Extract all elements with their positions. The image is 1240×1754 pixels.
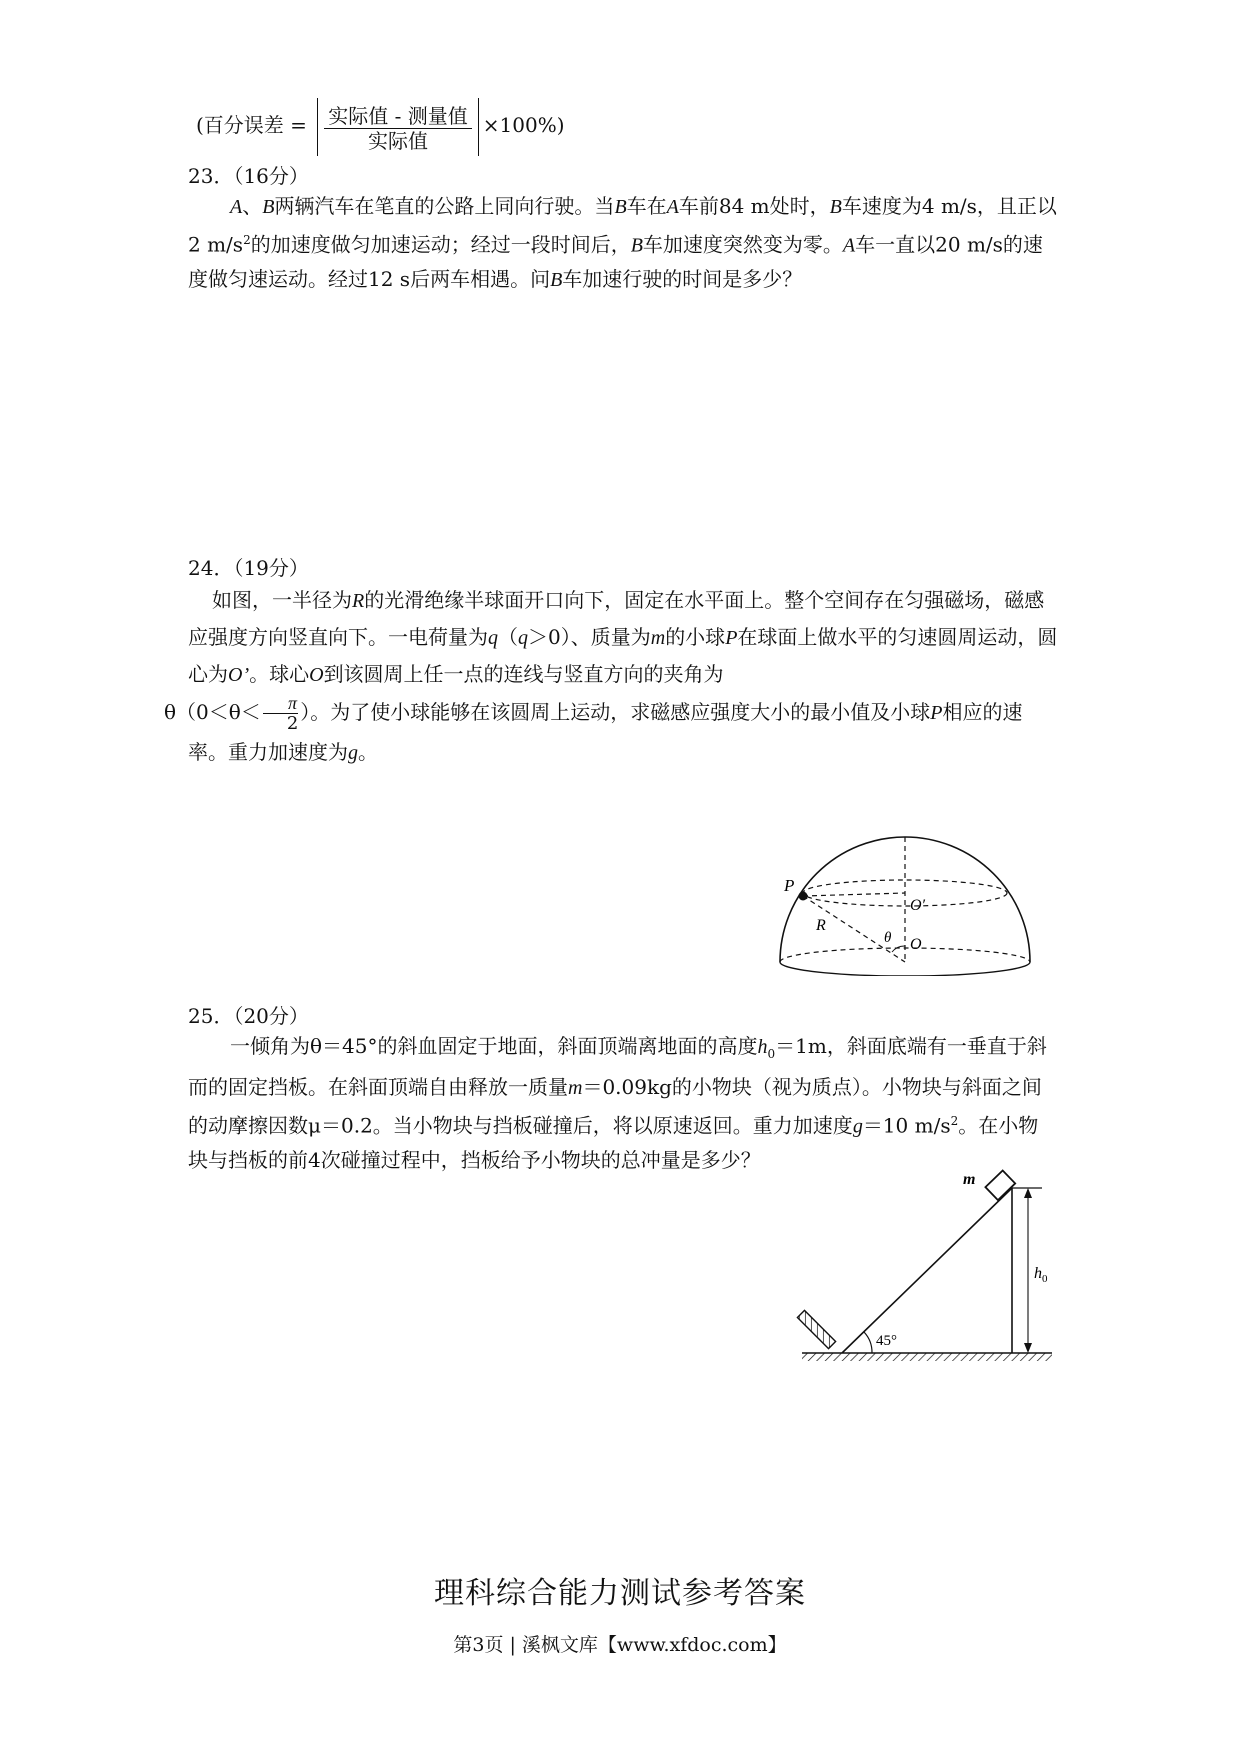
q23-body: [188, 190, 1058, 297]
pi-over-two: [263, 693, 298, 734]
text: 车速度为4 m/s，且正以2 m/s: [188, 194, 1057, 257]
formula-prefix: (百分误差: [196, 113, 291, 137]
height-arrow-top: [1024, 1188, 1032, 1198]
label-m: m: [963, 1171, 976, 1188]
label-h-main: h: [1034, 1265, 1042, 1282]
text: 车加速行驶的时间是多少？: [562, 266, 803, 291]
var-a: A: [230, 196, 243, 218]
answer-title: 理科综合能力测试参考答案: [434, 1576, 806, 1611]
percent-error-formula: [196, 96, 565, 156]
page-footer: 第3页 | 溪枫文库【www.xfdoc.com】: [453, 1634, 787, 1656]
var-r: R: [352, 590, 365, 612]
label-h: [1034, 1265, 1048, 1285]
barrier-plate: [797, 1310, 835, 1348]
var-g: g: [852, 1115, 863, 1138]
absolute-value-bars: [317, 98, 478, 156]
text: 。在小物块与挡板的前4次碰撞过程中，挡板给予小物块的总冲量是多少？: [188, 1113, 1039, 1172]
var-m: m: [650, 627, 666, 649]
label-r: R: [816, 917, 826, 934]
text: 、: [242, 194, 263, 218]
hemisphere-figure: [760, 816, 1040, 976]
theta-arc: [892, 946, 905, 952]
label-p: P: [784, 876, 795, 895]
label-o: O: [910, 936, 922, 953]
pi-symbol: π: [263, 693, 298, 714]
q24-body: [164, 582, 1058, 771]
denominator: 2: [286, 713, 299, 734]
text: 车一直以20 m/s的速度做匀速运动。经过12 s后两车相遇。问: [188, 232, 1043, 291]
var-h: h: [757, 1036, 768, 1058]
text: θ（0＜θ＜: [164, 700, 261, 724]
text: 车在: [626, 194, 667, 218]
base-front-arc: [780, 962, 1030, 976]
text: 。: [358, 740, 378, 764]
text: 车加速度突然变为零。: [642, 232, 843, 257]
var-b: B: [630, 234, 643, 257]
incline-surface: [842, 1188, 1012, 1353]
var-q: q: [518, 627, 528, 649]
var-p: P: [725, 627, 738, 649]
var-q: q: [488, 627, 498, 649]
incline-figure: [780, 1168, 1060, 1378]
var-b: B: [614, 196, 627, 218]
ground-hatching: [802, 1353, 1052, 1361]
var-a: A: [842, 234, 856, 257]
text: 一倾角为θ＝45°的斜血固定于地面，斜面顶端离地面的高度: [230, 1034, 758, 1058]
formula-equals: =: [290, 113, 307, 137]
text: ＝10 m/s: [862, 1113, 951, 1138]
var-g: g: [348, 742, 358, 764]
text: 的光滑绝缘半球面开口向下，固定在水平面上。整个空间存在匀强磁场，磁感应强度方向竖直向下。一电荷量为: [188, 588, 1045, 649]
fraction-numerator: 实际值 - 测量值: [324, 104, 471, 129]
q25-header: 25．（20分）: [188, 1004, 309, 1028]
var-b: B: [829, 196, 842, 218]
text: （: [498, 625, 518, 649]
fraction-denominator: 实际值: [368, 128, 429, 153]
subscript: 0: [767, 1047, 776, 1061]
var-p: P: [930, 702, 943, 724]
text: 的小球: [665, 625, 726, 649]
small-block: [985, 1170, 1015, 1200]
superscript: 2: [243, 233, 251, 247]
text: ＞0）、质量为: [528, 625, 651, 649]
var-b: B: [550, 268, 563, 291]
label-o-prime: O′: [910, 897, 926, 914]
text: 的加速度做匀加速运动；经过一段时间后，: [250, 232, 631, 257]
var-o-prime: O’: [228, 664, 250, 686]
radius-to-center: [803, 893, 905, 896]
superscript: 2: [950, 1114, 959, 1128]
q24-header: 24．（19分）: [188, 556, 309, 580]
ball-p: [799, 892, 808, 901]
label-h-sub: 0: [1042, 1273, 1048, 1285]
formula-suffix: ×100%): [482, 113, 565, 137]
var-o: O: [309, 664, 324, 686]
q23-header: 23．（16分）: [188, 164, 309, 188]
var-a: A: [666, 196, 679, 218]
error-fraction: [324, 104, 471, 153]
text: 两辆汽车在笔直的公路上同向行驶。当: [274, 194, 615, 218]
text: ＝1m，斜面底端有一垂直于斜而的固定挡板。在斜面顶端自由释放一质量: [188, 1034, 1047, 1099]
text: 相应的速率。重力加速度为: [188, 700, 1023, 764]
text: ）。为了使小球能够在该圆周上运动，求磁感应强度大小的最小值及小球: [300, 700, 931, 724]
q25-body: [188, 1030, 1058, 1177]
text: ＝0.09kg的小物块（视为质点）。小物块与斜面之间的动摩擦因数μ＝0.2。当小物块与挡板碰撞后，将以原速返回。重力加速度: [188, 1075, 1042, 1138]
angle-arc: [864, 1332, 872, 1353]
height-arrow-bottom: [1024, 1343, 1032, 1353]
text: 到该圆周上任一点的连线与竖直方向的夹角为: [323, 662, 724, 686]
text: 车前84 m处时，: [678, 194, 830, 218]
var-b: B: [262, 196, 275, 218]
label-angle: 45°: [876, 1333, 897, 1349]
text: 在球面上做水平的匀速圆周运动，圆心为: [188, 625, 1058, 686]
label-theta: θ: [884, 930, 892, 946]
text: 如图，一半径为: [212, 588, 352, 612]
var-m: m: [568, 1077, 583, 1099]
text: 。球心: [249, 662, 310, 686]
